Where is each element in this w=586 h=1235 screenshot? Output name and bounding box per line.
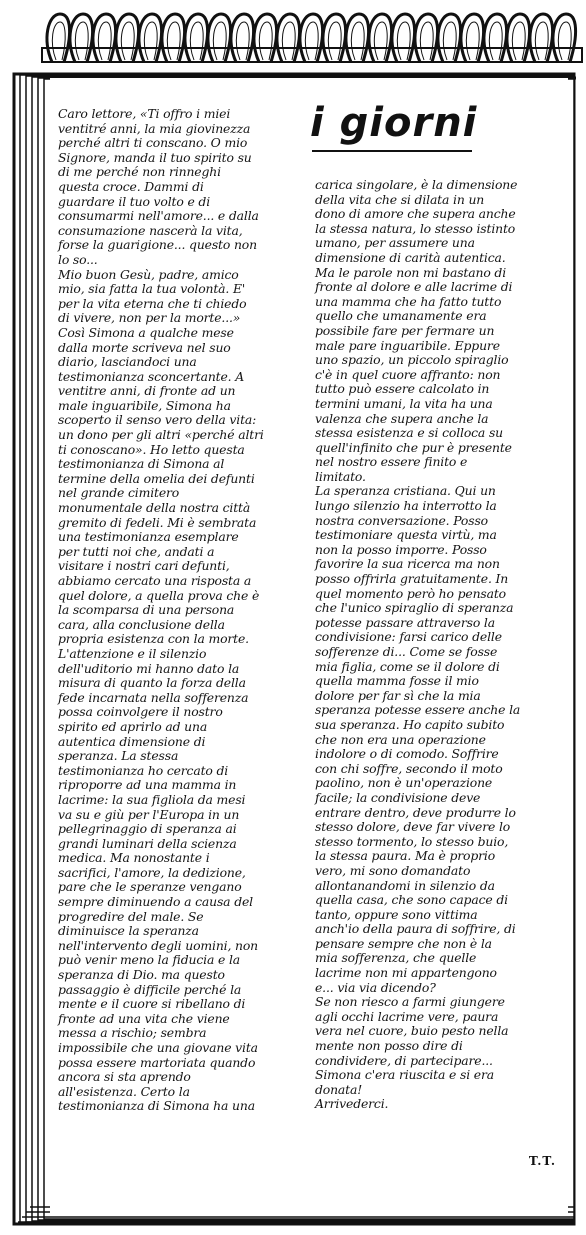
author-signature: T.T. [528,1154,556,1168]
title-underline [312,150,472,152]
article-text-right-column: carica singolare, è la dimensione della vita che si dilata in un dono di amore che supera anche la stessa natura, lo stesso istinto umano, per assumere una dimensione di carità autentica. Ma le parole non mi bastano di fronte al dolore e alle lacrime di una mamma che ha fatto tutto quello che umanamente era possibile fare per fermare un male pare inguaribile. Eppure uno spazio, un piccolo spiraglio c'è in quel cuore affranto: non tutto può essere calcolato in termini umani, la vita ha una valenza che supera anche la stessa esistenza e si colloca su quell'infinito che pur è presente nel nostro essere finito e limitato. La speranza cristiana. Qui un lungo silenzio ha interrotto la nostra conversazione. Posso testimoniare questa virtù, ma non la posso imporre. Posso favorire la sua ricerca ma non posso offrirla gratuitamente. In quel momento però ho pensato che l'unico spiraglio di speranza potesse passare attraverso la condivisione: farsi carico delle sofferenze di... Come se fosse mia figlia, come se il dolore di quella mamma fosse il mio dolore per far sì che la mia speranza potesse essere anche la sua speranza. Ho capito subito che non era una operazione indolore o di comodo. Soffrire con chi soffre, secondo il moto paolino, non è un'operazione facile; la condivisione deve entrare dentro, deve produrre lo stesso dolore, deve far vivere lo stesso tormento, lo stesso buio, la stessa paura. Ma è proprio vero, mi sono domandato allontanandomi in silenzio da quella casa, che sono capace di tanto, oppure sono vittima anch'io della paura di soffrire, di pensare sempre che non è la mia sofferenza, che quelle lacrime non mi appartengono e... via via dicendo? Se non riesco a farmi giungere agli occhi lacrime vere, paura vera nel cuore, buio pesto nella mente non posso dire di condividere, di partecipare... Simona c'era riuscita e si era donata! Arrivederci. [315,177,521,1112]
article-title: i giorni [310,100,478,146]
article-text-left-column: Caro lettore, «Ti offro i miei ventitré anni, la mia giovinezza perché altri ti conscano. O mio Signore, manda il tuo spirito su di me perché non rinneghi questa croce. Dammi di guardare il tuo volto e di consumarmi nell'amore... e dalla consumazione nascerà la vita, forse la guarigione... questo non lo so... Mio buon Gesù, padre, amico mio, sia fatta la tua volontà. E' per la vita eterna che ti chiedo di vivere, non per la morte...» Così Simona a qualche mese dalla morte scriveva nel suo diario, lasciandoci una testimonianza sconcertante. A ventitre anni, di fronte ad un male inguaribile, Simona ha scoperto il senso vero della vita: un dono per gli altri «perché altri ti conoscano». Ho letto questa testimonianza di Simona al termine della omelia dei defunti nel grande cimitero monumentale della nostra città gremito di fedeli. Mi è sembrata una testimonianza esemplare per tutti noi che, andati a visitare i nostri cari defunti, abbiamo cercato una risposta a quel dolore, a quella prova che è la scomparsa di una persona cara, alla conclusione della propria esistenza con la morte. L'attenzione e il silenzio dell'uditorio mi hanno dato la misura di quanto la forza della fede incarnata nella sofferenza possa coinvolgere il nostro spirito ed aprirlo ad una autentica dimensione di speranza. La stessa testimonianza ho cercato di riproporre ad una mamma in lacrime: la sua figliola da mesi va su e giù per l'Europa in un pellegrinaggio di speranza ai grandi luminari della scienza medica. Ma nonostante i sacrifici, l'amore, la dedizione, pare che le speranze vengano sempre diminuendo a causa del progredire del male. Se diminuisce la speranza nell'intervento degli uomini, non può venir meno la fiducia e la speranza di Dio. ma questo passaggio è difficile perché la mente e il cuore si ribellano di fronte ad una vita che viene messa a rischio; sembra impossibile che una giovane vita possa essere martoriata quando ancora si sta aprendo all'esistenza. Certo la testimonianza di Simona ha una [58,106,264,1114]
